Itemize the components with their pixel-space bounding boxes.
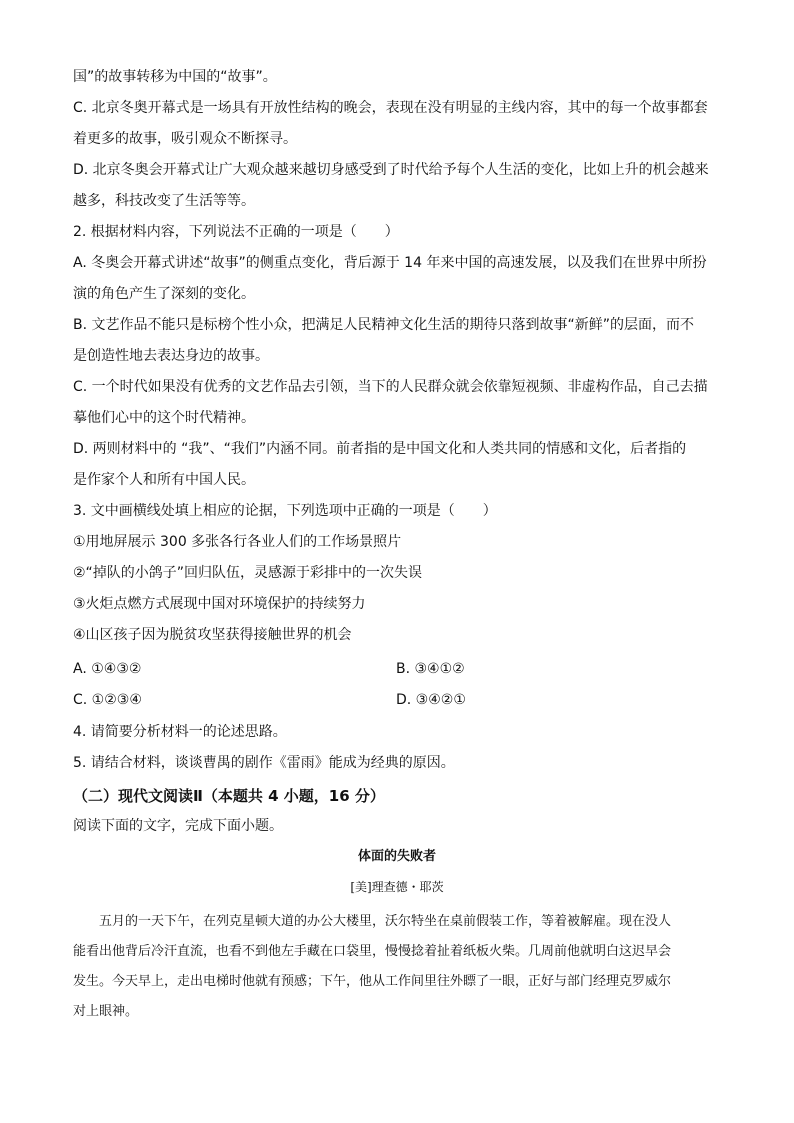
text-line: 发生。今天早上，走出电梯时他就有预感；下午，他从工作间里往外瞟了一眼，正好与部门经理克罗威尔 bbox=[73, 974, 672, 989]
text-line: 五月的一天下午，在列克星顿大道的办公大楼里，沃尔特坐在桌前假装工作，等着被解雇。现在没人 bbox=[99, 914, 672, 929]
text-line: 对上眼神。 bbox=[73, 1004, 139, 1019]
question-2-option-d bbox=[73, 434, 718, 496]
paragraph-continuation bbox=[73, 62, 718, 93]
option-d-paragraph bbox=[73, 155, 718, 217]
question-stem: 3. 文中画横线处填上相应的论据，下列选项中正确的一项是（ ） bbox=[73, 503, 497, 519]
text-line: 阅读下面的文字，完成下面小题。 bbox=[73, 818, 283, 834]
list-item: ④山区孩子因为脱贫攻坚获得接触世界的机会 bbox=[73, 627, 352, 643]
section-instruction bbox=[73, 811, 718, 842]
text-line: 演的角色产生了深刻的变化。 bbox=[73, 286, 255, 302]
story-author: [美]理查德・耶茨 bbox=[350, 880, 444, 894]
question-3 bbox=[73, 496, 718, 527]
text-line: B. 文艺作品不能只是标榜个性小众，把满足人民精神文化生活的期待只落到故事“新鲜”的层面，而不 bbox=[73, 317, 695, 333]
question-3-option-b: B. ③④①② bbox=[396, 661, 465, 677]
text-line: 能看出他背后冷汗直流，也看不到他左手藏在口袋里，慢慢捻着扯着纸板火柴。几周前他就明白这迟早会 bbox=[73, 944, 672, 959]
story-body bbox=[73, 907, 718, 1027]
question-3-option-c: C. ①②③④ bbox=[73, 692, 142, 708]
question-stem: 4. 请简要分析材料一的论述思路。 bbox=[73, 724, 287, 740]
text-line: 越多，科技改变了生活等等。 bbox=[73, 193, 255, 209]
question-2 bbox=[73, 217, 718, 248]
text-line: C. 一个时代如果没有优秀的文艺作品去引领，当下的人民群众就会依靠短视频、非虚构作品，自己去描 bbox=[73, 379, 708, 395]
text-line: D. 两则材料中的 “我”、“我们”内涵不同。前者指的是中国文化和人类共同的情感和文化，后者指的 bbox=[73, 441, 687, 457]
question-stem: 5. 请结合材料，谈谈曹禺的剧作《雷雨》能成为经典的原因。 bbox=[73, 755, 455, 771]
text-line: 国”的故事转移为中国的“故事”。 bbox=[73, 69, 277, 85]
question-2-option-a bbox=[73, 248, 718, 310]
option-c-paragraph bbox=[73, 93, 718, 155]
question-2-option-b bbox=[73, 310, 718, 372]
question-stem: 2. 根据材料内容，下列说法不正确的一项是（ ） bbox=[73, 224, 399, 240]
text-line: A. 冬奥会开幕式讲述“故事”的侧重点变化，背后源于 14 年来中国的高速发展，以及我们在世界中所扮 bbox=[73, 255, 707, 271]
question-3-option-a: A. ①④③② bbox=[73, 661, 142, 677]
story-title: 体面的失败者 bbox=[357, 849, 436, 864]
text-line: 是创造性地去表达身边的故事。 bbox=[73, 348, 269, 364]
question-5 bbox=[73, 748, 718, 779]
list-item: ②“掉队的小鸽子”回归队伍，灵感源于彩排中的一次失误 bbox=[73, 565, 423, 581]
question-2-option-c bbox=[73, 372, 718, 434]
question-3-items bbox=[73, 527, 718, 651]
question-3-option-d: D. ③④②① bbox=[396, 692, 466, 708]
list-item: ③火炬点燃方式展现中国对环境保护的持续努力 bbox=[73, 596, 366, 612]
text-line: 着更多的故事，吸引观众不断探寻。 bbox=[73, 131, 297, 147]
text-line: 是作家个人和所有中国人民。 bbox=[73, 472, 255, 488]
section-heading: （二）现代文阅读Ⅱ（本题共 4 小题，16 分） bbox=[73, 787, 385, 805]
text-line: 摹他们心中的这个时代精神。 bbox=[73, 410, 255, 426]
text-line: D. 北京冬奥会开幕式让广大观众越来越切身感受到了时代给予每个人生活的变化，比如上升的机会越来 bbox=[73, 162, 709, 178]
question-4 bbox=[73, 717, 718, 748]
list-item: ①用地屏展示 300 多张各行各业人们的工作场景照片 bbox=[73, 534, 402, 550]
text-line: C. 北京冬奥开幕式是一场具有开放性结构的晚会，表现在没有明显的主线内容，其中的每一个故事都套 bbox=[73, 100, 708, 116]
